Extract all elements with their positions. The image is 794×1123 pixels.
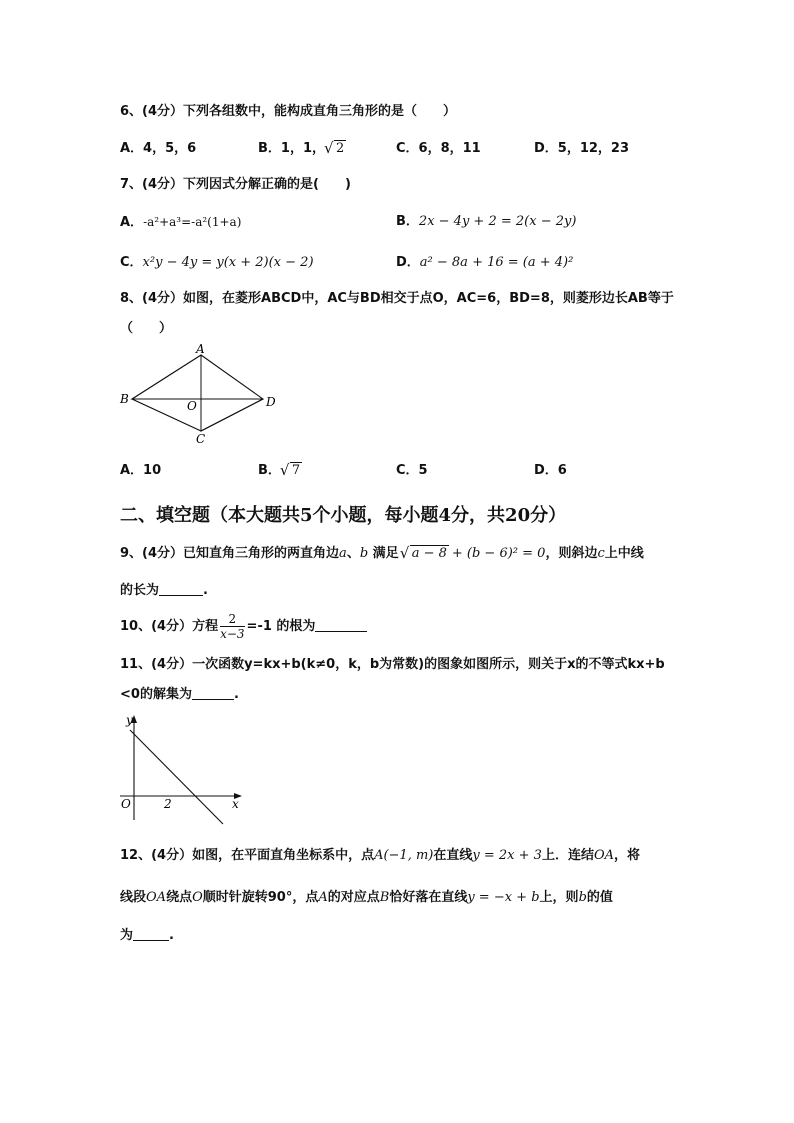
q12-l2-text6: 上，则 [539, 890, 579, 905]
q9-text4: 上中线 [604, 546, 644, 561]
q10-denominator: x−3 [220, 627, 245, 641]
q11-end: . [233, 687, 239, 702]
q7-option-a [120, 213, 241, 232]
q6-option-a: A．4，5，6 [120, 141, 197, 156]
q12-end: . [169, 928, 174, 943]
answer-blank[interactable] [192, 687, 234, 700]
q12-l2-a: A [318, 890, 328, 905]
q7-option-d [396, 254, 573, 272]
q7-option-c-label: C． [120, 255, 143, 270]
q9-expr-rest: + (b − 6)² = 0 [451, 546, 546, 561]
sqrt-symbol [325, 140, 346, 158]
q9-line2-text: 的长为 [120, 583, 160, 598]
q7-option-c [120, 254, 314, 272]
q9-line1 [120, 545, 644, 563]
label-two: 2 [164, 797, 172, 811]
q12-point-a: A(−1, m) [374, 848, 434, 863]
q7-option-a-expr: -a²+a³=-a²(1+a) [143, 215, 242, 229]
q12-l2-text5: 恰好落在直线 [389, 890, 468, 905]
q9-text3: ，则斜边 [545, 546, 598, 561]
q12-line-eq1: y = 2x + 3 [472, 848, 542, 863]
q12-seg-oa: OA [593, 848, 614, 863]
q12-text2: 在直线 [433, 848, 473, 863]
q7-option-b-expr: 2x − 4y + 2 = 2(x − 2y) [418, 214, 577, 229]
sqrt-symbol [281, 462, 302, 480]
q12-l3-text: 为 [120, 928, 134, 943]
q6-stem: 6、(4分）下列各组数中，能构成直角三角形的是（ ） [120, 104, 457, 119]
q12-l2-eq: y = −x + b [467, 890, 540, 905]
q12-l2-text4: 的对应点 [327, 890, 380, 905]
label-d: D [266, 395, 276, 409]
q7-option-d-expr: a² − 8a + 16 = (a + 4)² [419, 255, 574, 270]
rhombus-figure [118, 343, 288, 448]
q10-text1: 10、(4分）方程 [120, 619, 219, 634]
q12-l2-bv: b [578, 890, 587, 905]
q12-line1 [120, 847, 640, 865]
q8-radicand: 7 [291, 463, 301, 478]
q11-line1: 11、(4分）一次函数y=kx+b(k≠0，k，b为常数)的图象如图所示，则关于x的不等式kx+b [120, 657, 665, 672]
q12-text3: 上．连结 [541, 848, 594, 863]
q12-l2-text3: 顺时针旋转90°，点 [202, 890, 319, 905]
q6-option-b-label: B．1，1， [258, 141, 325, 156]
q9-text1: 9、(4分）已知直角三角形的两直角边 [120, 546, 340, 561]
q9-sep: 、 [346, 546, 360, 561]
q9-radicand: a − 8 [411, 546, 447, 561]
q11-line2-text: <0的解集为 [120, 687, 192, 702]
q12-text1: 12、(4分）如图，在平面直角坐标系中，点 [120, 848, 375, 863]
rhombus-shape [132, 355, 263, 431]
q7-stem: 7、(4分）下列因式分解正确的是( ) [120, 177, 351, 192]
linear-function-graph [118, 712, 258, 830]
q12-l2-o: O [192, 890, 203, 905]
q7-option-d-label: D． [396, 255, 420, 270]
q6-option-d: D．5，12，23 [534, 141, 630, 156]
q9-var-b: b [359, 546, 369, 561]
q12-text4: ，将 [614, 848, 641, 863]
q8-option-b [258, 462, 302, 480]
q8-option-a: A．10 [120, 463, 162, 478]
q12-l2-b: B [379, 890, 390, 905]
answer-blank[interactable] [315, 619, 367, 632]
q12-line2 [120, 889, 613, 907]
q6-radicand: 2 [336, 141, 345, 156]
q9-end: . [203, 583, 208, 598]
q12-l2-text7: 的值 [586, 890, 613, 905]
q9-line2 [120, 582, 208, 600]
q6-option-c: C．6，8，11 [396, 141, 481, 156]
q11-line2 [120, 686, 239, 704]
label-y: y [126, 713, 133, 727]
q8-option-b-label: B． [258, 463, 281, 478]
function-line [130, 730, 223, 824]
label-origin: O [121, 797, 131, 811]
label-x: x [232, 797, 239, 811]
q10-text2: =-1 的根为 [246, 619, 316, 634]
q8-option-c: C．5 [396, 463, 428, 478]
q12-l2-text1: 线段 [120, 890, 147, 905]
label-a: A [196, 343, 205, 356]
q9-text2: 满足 [368, 546, 399, 561]
label-c: C [196, 432, 206, 446]
section-2-title: 二、填空题（本大题共5个小题，每小题4分，共20分） [120, 505, 567, 526]
q8-stem: 8、(4分）如图，在菱形ABCD中，AC与BD相交于点O，AC=6，BD=8，则菱形边长AB等于 [120, 291, 674, 306]
q12-l2-text2: 绕点 [166, 890, 193, 905]
q9-var-c: c [597, 546, 605, 561]
answer-blank[interactable] [133, 928, 169, 941]
q7-option-b [396, 213, 576, 231]
q7-option-a-label: A． [120, 215, 144, 230]
q12-l2-seg: OA [146, 890, 167, 905]
q10-fraction [220, 612, 244, 641]
q8-option-d: D．6 [534, 463, 567, 478]
q6-option-b [258, 140, 346, 158]
q7-option-b-label: B． [396, 214, 419, 229]
label-o: O [187, 399, 197, 413]
q8-paren: （ ） [120, 321, 173, 336]
q9-var-a: a [339, 546, 347, 561]
answer-blank[interactable] [159, 583, 203, 596]
q7-option-c-expr: x²y − 4y = y(x + 2)(x − 2) [142, 255, 314, 270]
q10-line [120, 612, 367, 642]
q12-line3 [120, 927, 174, 945]
label-b: B [120, 392, 129, 406]
rhombus-outline [132, 355, 263, 431]
q10-numerator: 2 [220, 612, 244, 627]
sqrt-symbol [401, 545, 449, 563]
